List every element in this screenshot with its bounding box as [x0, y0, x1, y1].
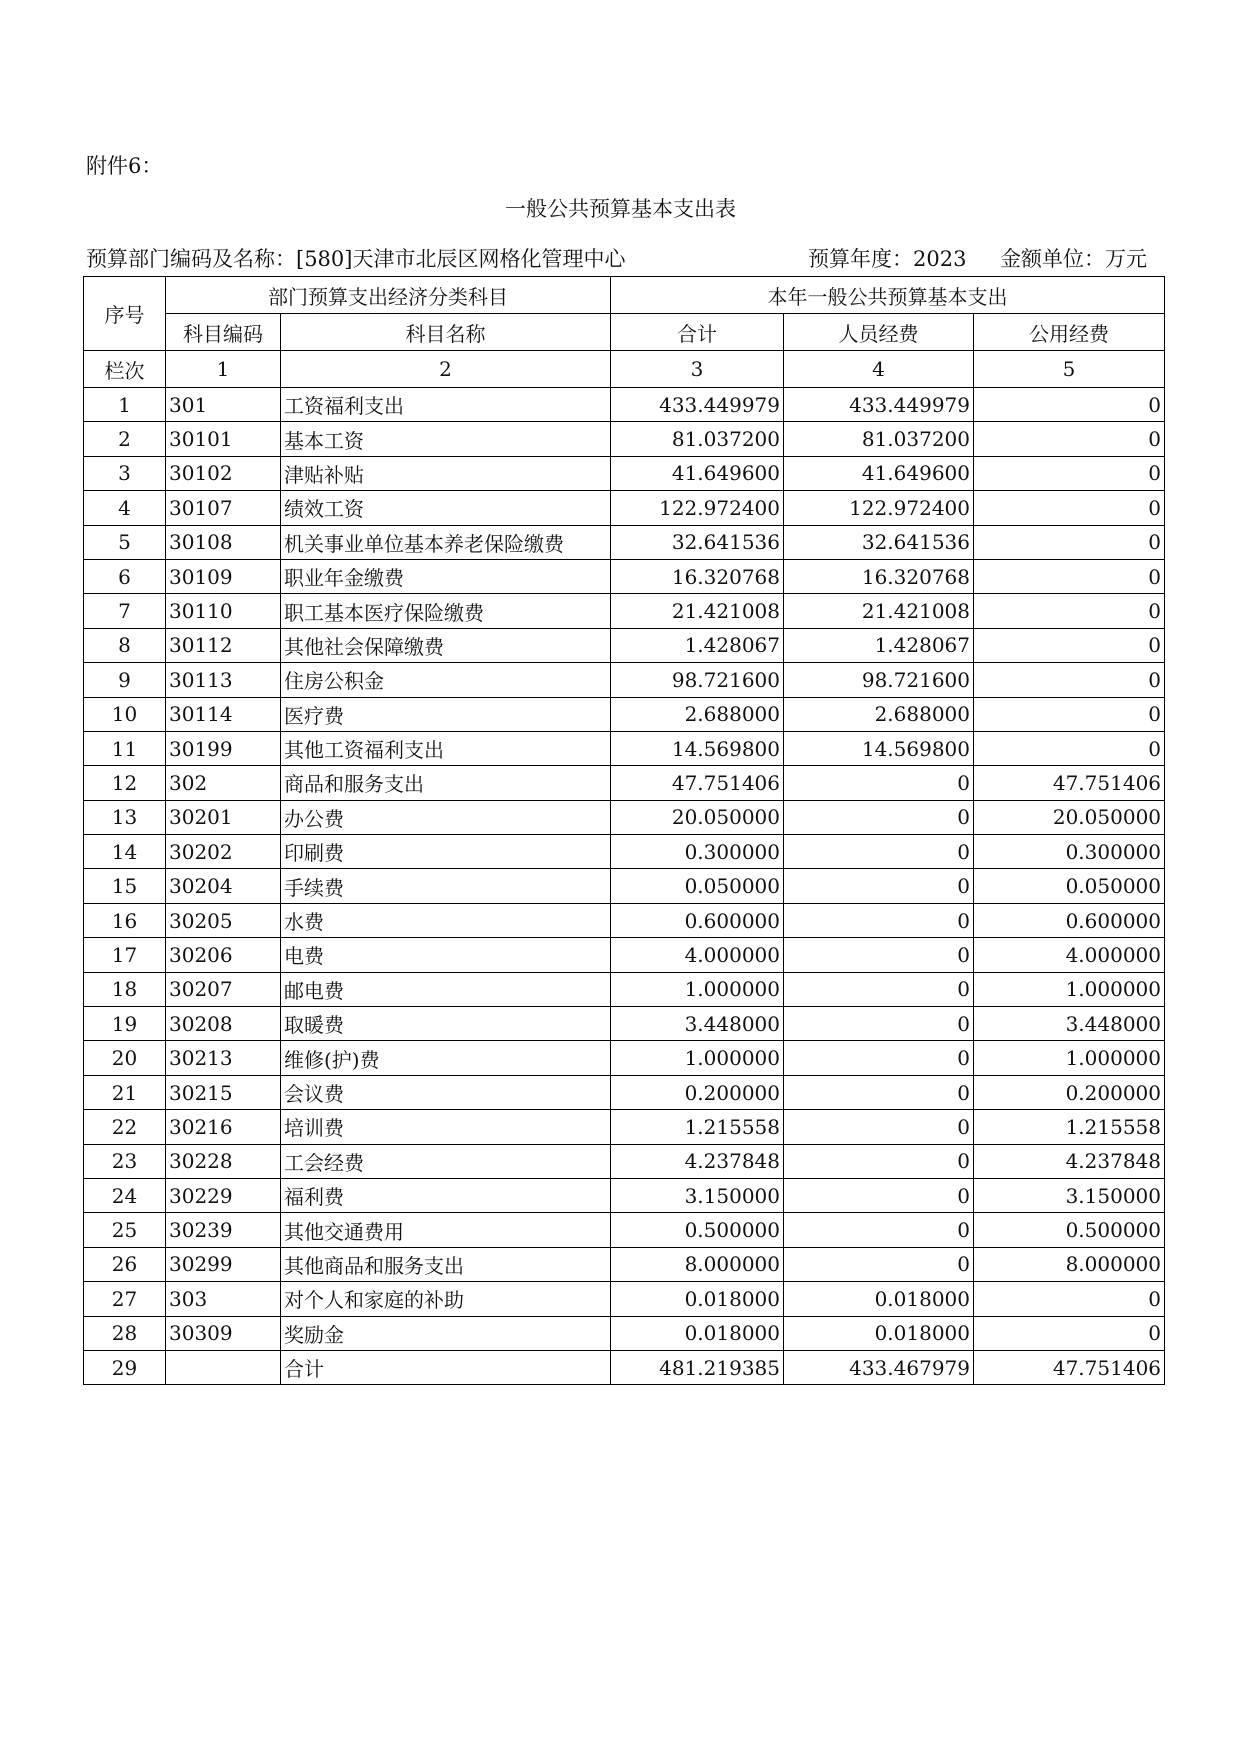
row-seq: 28: [84, 1316, 166, 1350]
header-category-group: 部门预算支出经济分类科目: [166, 277, 611, 314]
row-public: 1.000000: [974, 972, 1165, 1006]
column-number-row: [84, 351, 1165, 388]
row-code: 30202: [166, 835, 281, 869]
row-seq: 23: [84, 1144, 166, 1178]
row-seq: 24: [84, 1178, 166, 1212]
row-name: 水费: [281, 903, 611, 937]
header-name: 科目名称: [281, 314, 611, 351]
department-info: 预算部门编码及名称：[580]天津市北辰区网格化管理中心: [86, 247, 626, 271]
row-total: 2.688000: [611, 697, 784, 731]
row-name: 基本工资: [281, 422, 611, 456]
row-seq: 25: [84, 1213, 166, 1247]
row-personnel: 14.569800: [784, 731, 974, 765]
table-row: [84, 594, 1165, 628]
row-code: 30299: [166, 1247, 281, 1281]
row-name: 工资福利支出: [281, 388, 611, 422]
row-code: 30201: [166, 800, 281, 834]
row-code: 30114: [166, 697, 281, 731]
row-name: 机关事业单位基本养老保险缴费: [281, 525, 611, 559]
row-name: 对个人和家庭的补助: [281, 1282, 611, 1316]
row-personnel: 0.018000: [784, 1316, 974, 1350]
row-personnel: 433.467979: [784, 1350, 974, 1384]
row-name: 职业年金缴费: [281, 559, 611, 593]
row-seq: 15: [84, 869, 166, 903]
row-total: 8.000000: [611, 1247, 784, 1281]
row-code: 30199: [166, 731, 281, 765]
row-code: 30113: [166, 663, 281, 697]
row-seq: 14: [84, 835, 166, 869]
row-total: 32.641536: [611, 525, 784, 559]
row-name: 津贴补贴: [281, 456, 611, 490]
table-row: [84, 1007, 1165, 1041]
row-personnel: 0: [784, 1144, 974, 1178]
row-public: 0: [974, 559, 1165, 593]
row-public: 0: [974, 1282, 1165, 1316]
row-name: 工会经费: [281, 1144, 611, 1178]
row-name: 其他工资福利支出: [281, 731, 611, 765]
header-seq: 序号: [84, 277, 166, 351]
row-public: 0: [974, 388, 1165, 422]
row-public: 0: [974, 594, 1165, 628]
row-seq: 10: [84, 697, 166, 731]
row-total: 3.448000: [611, 1007, 784, 1041]
row-code: 30213: [166, 1041, 281, 1075]
table-row: [84, 559, 1165, 593]
row-personnel: 0: [784, 1007, 974, 1041]
row-code: 30107: [166, 491, 281, 525]
row-seq: 8: [84, 628, 166, 662]
table-row: [84, 800, 1165, 834]
attachment-label: 附件6：: [86, 154, 163, 178]
row-code: 30228: [166, 1144, 281, 1178]
header-personnel: 人员经费: [784, 314, 974, 351]
row-total: 1.000000: [611, 1041, 784, 1075]
row-seq: 5: [84, 525, 166, 559]
row-code: 30208: [166, 1007, 281, 1041]
amount-unit: 金额单位：万元: [1000, 247, 1147, 271]
row-seq: 11: [84, 731, 166, 765]
row-total: 433.449979: [611, 388, 784, 422]
table-row: [84, 1247, 1165, 1281]
row-total: 481.219385: [611, 1350, 784, 1384]
row-seq: 20: [84, 1041, 166, 1075]
row-public: 47.751406: [974, 1350, 1165, 1384]
row-public: 1.215558: [974, 1110, 1165, 1144]
row-total: 0.200000: [611, 1075, 784, 1109]
table-row: [84, 663, 1165, 697]
table-row: [84, 491, 1165, 525]
row-public: 0: [974, 663, 1165, 697]
row-seq: 6: [84, 559, 166, 593]
row-seq: 12: [84, 766, 166, 800]
row-name: 会议费: [281, 1075, 611, 1109]
row-seq: 19: [84, 1007, 166, 1041]
row-public: 0.500000: [974, 1213, 1165, 1247]
row-name: 手续费: [281, 869, 611, 903]
col-num: 3: [611, 351, 784, 388]
row-seq: 18: [84, 972, 166, 1006]
row-public: 0: [974, 697, 1165, 731]
page-title: 一般公共预算基本支出表: [505, 197, 736, 221]
table-row: [84, 525, 1165, 559]
table-row: [84, 835, 1165, 869]
table-row: [84, 1350, 1165, 1384]
row-public: 4.000000: [974, 938, 1165, 972]
row-name: 取暖费: [281, 1007, 611, 1041]
row-name: 培训费: [281, 1110, 611, 1144]
row-total: 47.751406: [611, 766, 784, 800]
row-seq: 3: [84, 456, 166, 490]
row-code: 30102: [166, 456, 281, 490]
header-code: 科目编码: [166, 314, 281, 351]
row-name: 维修(护)费: [281, 1041, 611, 1075]
row-total: 122.972400: [611, 491, 784, 525]
row-public: 8.000000: [974, 1247, 1165, 1281]
row-code: 30112: [166, 628, 281, 662]
row-code: [166, 1350, 281, 1384]
table-row: [84, 766, 1165, 800]
row-personnel: 21.421008: [784, 594, 974, 628]
col-num: 2: [281, 351, 611, 388]
row-personnel: 32.641536: [784, 525, 974, 559]
row-total: 16.320768: [611, 559, 784, 593]
row-personnel: 41.649600: [784, 456, 974, 490]
header-row-1: [84, 277, 1165, 314]
row-personnel: 0: [784, 835, 974, 869]
row-total: 1.215558: [611, 1110, 784, 1144]
row-code: 301: [166, 388, 281, 422]
row-personnel: 0: [784, 938, 974, 972]
row-total: 4.237848: [611, 1144, 784, 1178]
row-seq: 29: [84, 1350, 166, 1384]
row-personnel: 81.037200: [784, 422, 974, 456]
row-public: 0: [974, 491, 1165, 525]
row-personnel: 0: [784, 1110, 974, 1144]
table-row: [84, 1178, 1165, 1212]
table-row: [84, 1144, 1165, 1178]
row-total: 20.050000: [611, 800, 784, 834]
table-row: [84, 1282, 1165, 1316]
table-row: [84, 938, 1165, 972]
row-seq: 21: [84, 1075, 166, 1109]
row-public: 0.300000: [974, 835, 1165, 869]
row-total: 1.000000: [611, 972, 784, 1006]
row-public: 0: [974, 525, 1165, 559]
row-total: 0.050000: [611, 869, 784, 903]
table-row: [84, 1041, 1165, 1075]
row-public: 0: [974, 422, 1165, 456]
row-name: 其他社会保障缴费: [281, 628, 611, 662]
row-name: 住房公积金: [281, 663, 611, 697]
row-personnel: 2.688000: [784, 697, 974, 731]
row-public: 1.000000: [974, 1041, 1165, 1075]
row-name: 绩效工资: [281, 491, 611, 525]
row-total: 0.018000: [611, 1316, 784, 1350]
table-row: [84, 1213, 1165, 1247]
budget-table: [83, 276, 1165, 1385]
row-code: 30229: [166, 1178, 281, 1212]
row-total: 41.649600: [611, 456, 784, 490]
row-seq: 7: [84, 594, 166, 628]
row-name: 邮电费: [281, 972, 611, 1006]
row-public: 0.600000: [974, 903, 1165, 937]
row-seq: 17: [84, 938, 166, 972]
row-personnel: 0: [784, 1075, 974, 1109]
row-name: 办公费: [281, 800, 611, 834]
row-code: 30108: [166, 525, 281, 559]
row-seq: 13: [84, 800, 166, 834]
row-name: 其他商品和服务支出: [281, 1247, 611, 1281]
row-personnel: 0: [784, 800, 974, 834]
header-total: 合计: [611, 314, 784, 351]
table-row: [84, 1110, 1165, 1144]
row-public: 20.050000: [974, 800, 1165, 834]
row-total: 0.018000: [611, 1282, 784, 1316]
row-code: 30205: [166, 903, 281, 937]
row-name: 医疗费: [281, 697, 611, 731]
table-row: [84, 972, 1165, 1006]
row-personnel: 0: [784, 1041, 974, 1075]
budget-year: 预算年度：2023: [808, 247, 967, 271]
row-name: 其他交通费用: [281, 1213, 611, 1247]
row-code: 302: [166, 766, 281, 800]
row-personnel: 0: [784, 903, 974, 937]
row-code: 30215: [166, 1075, 281, 1109]
row-seq: 22: [84, 1110, 166, 1144]
row-seq: 16: [84, 903, 166, 937]
col-num: 4: [784, 351, 974, 388]
row-personnel: 0: [784, 1247, 974, 1281]
row-total: 0.500000: [611, 1213, 784, 1247]
row-seq: 26: [84, 1247, 166, 1281]
row-personnel: 98.721600: [784, 663, 974, 697]
row-personnel: 16.320768: [784, 559, 974, 593]
row-code: 30109: [166, 559, 281, 593]
row-seq: 2: [84, 422, 166, 456]
row-public: 47.751406: [974, 766, 1165, 800]
table-row: [84, 903, 1165, 937]
row-public: 0: [974, 456, 1165, 490]
row-total: 81.037200: [611, 422, 784, 456]
header-public: 公用经费: [974, 314, 1165, 351]
table-row: [84, 731, 1165, 765]
row-personnel: 1.428067: [784, 628, 974, 662]
header-row-2: [84, 314, 1165, 351]
row-code: 30110: [166, 594, 281, 628]
row-seq: 4: [84, 491, 166, 525]
row-code: 30216: [166, 1110, 281, 1144]
table-row: [84, 1075, 1165, 1109]
row-code: 30309: [166, 1316, 281, 1350]
row-personnel: 0.018000: [784, 1282, 974, 1316]
row-public: 0.050000: [974, 869, 1165, 903]
row-name: 奖励金: [281, 1316, 611, 1350]
table-row: [84, 1316, 1165, 1350]
row-total: 0.300000: [611, 835, 784, 869]
row-public: 0.200000: [974, 1075, 1165, 1109]
header-expense-group: 本年一般公共预算基本支出: [611, 277, 1165, 314]
row-code: 30204: [166, 869, 281, 903]
row-personnel: 0: [784, 766, 974, 800]
row-personnel: 0: [784, 1213, 974, 1247]
row-public: 3.150000: [974, 1178, 1165, 1212]
row-seq: 1: [84, 388, 166, 422]
row-personnel: 433.449979: [784, 388, 974, 422]
col-row-label: 栏次: [84, 351, 166, 388]
row-personnel: 0: [784, 869, 974, 903]
row-public: 4.237848: [974, 1144, 1165, 1178]
row-personnel: 0: [784, 972, 974, 1006]
table-row: [84, 697, 1165, 731]
row-seq: 9: [84, 663, 166, 697]
table-row: [84, 388, 1165, 422]
row-name: 职工基本医疗保险缴费: [281, 594, 611, 628]
row-name: 福利费: [281, 1178, 611, 1212]
row-code: 303: [166, 1282, 281, 1316]
table-row: [84, 628, 1165, 662]
row-name: 印刷费: [281, 835, 611, 869]
row-name: 商品和服务支出: [281, 766, 611, 800]
row-personnel: 0: [784, 1178, 974, 1212]
row-total: 0.600000: [611, 903, 784, 937]
row-public: 0: [974, 1316, 1165, 1350]
row-total: 21.421008: [611, 594, 784, 628]
row-code: 30206: [166, 938, 281, 972]
row-code: 30239: [166, 1213, 281, 1247]
row-public: 0: [974, 731, 1165, 765]
row-total: 98.721600: [611, 663, 784, 697]
table-row: [84, 422, 1165, 456]
row-total: 14.569800: [611, 731, 784, 765]
row-total: 4.000000: [611, 938, 784, 972]
row-public: 0: [974, 628, 1165, 662]
row-code: 30101: [166, 422, 281, 456]
row-public: 3.448000: [974, 1007, 1165, 1041]
row-total: 1.428067: [611, 628, 784, 662]
row-seq: 27: [84, 1282, 166, 1316]
col-num: 5: [974, 351, 1165, 388]
row-code: 30207: [166, 972, 281, 1006]
row-total: 3.150000: [611, 1178, 784, 1212]
col-num: 1: [166, 351, 281, 388]
row-personnel: 122.972400: [784, 491, 974, 525]
table-row: [84, 456, 1165, 490]
row-name: 合计: [281, 1350, 611, 1384]
table-row: [84, 869, 1165, 903]
row-name: 电费: [281, 938, 611, 972]
